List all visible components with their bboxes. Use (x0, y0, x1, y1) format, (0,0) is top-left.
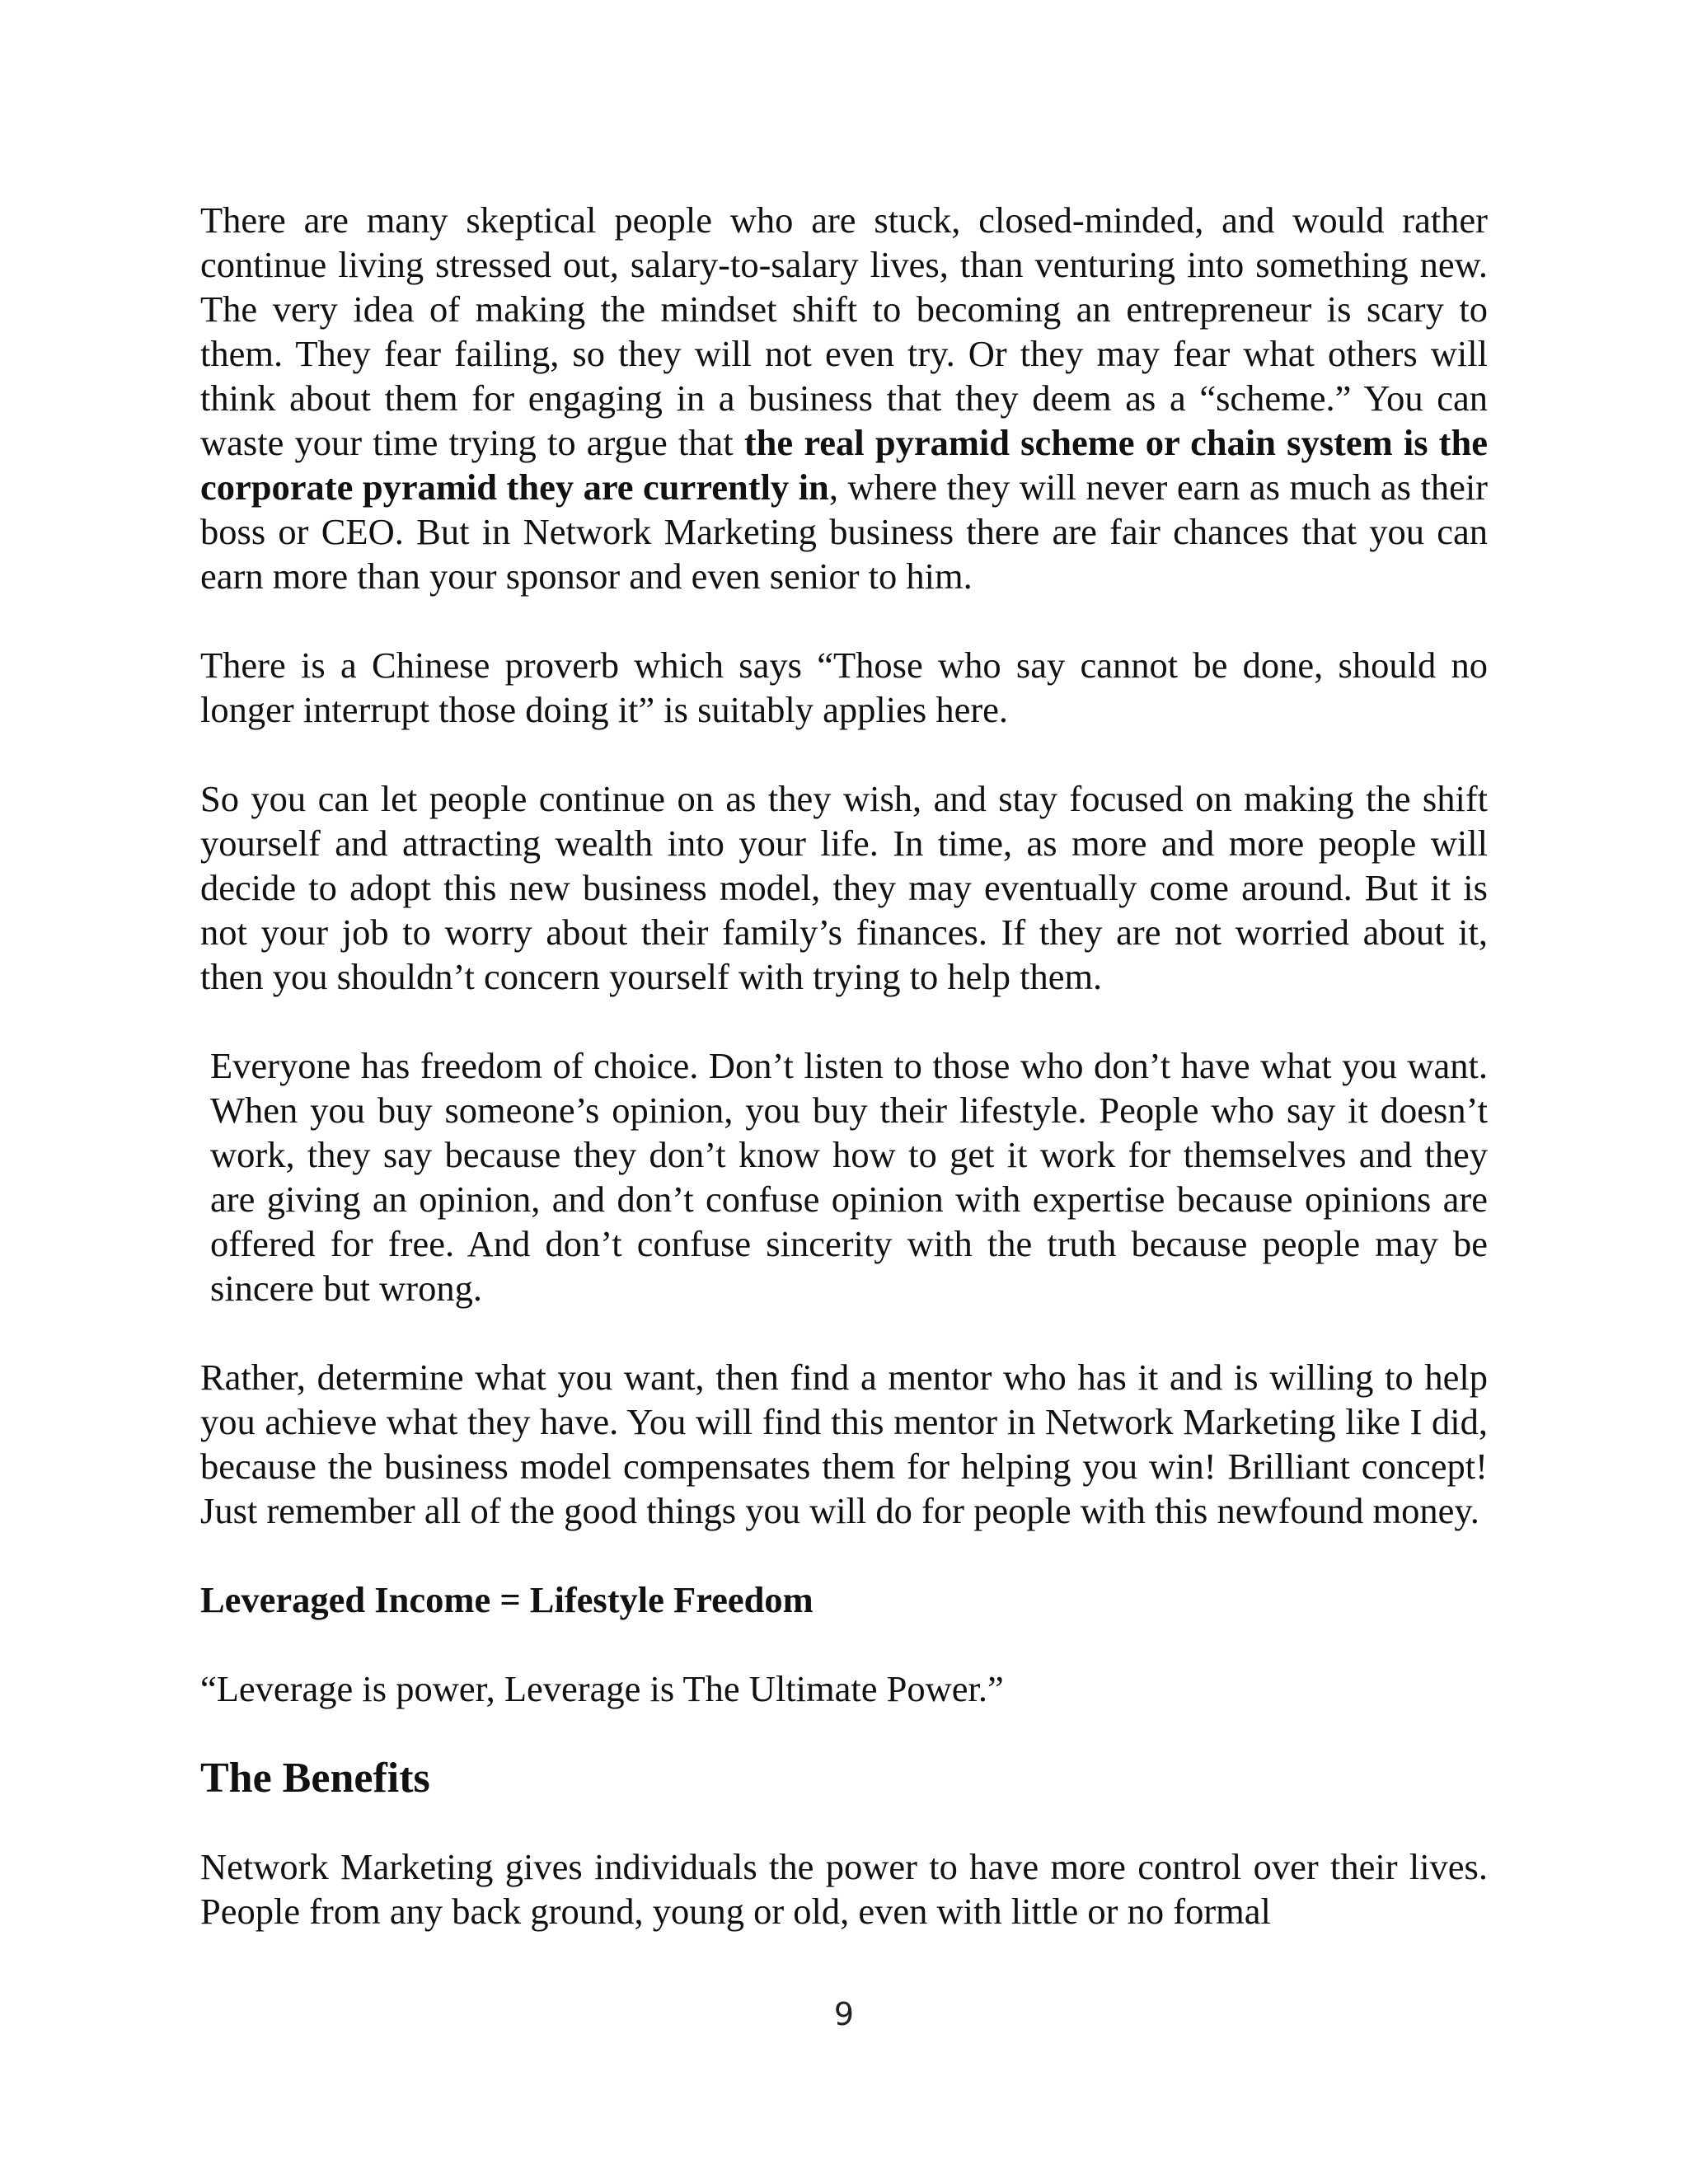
paragraph-network-marketing-power: Network Marketing gives individuals the power to have more control over their lives. People from any back ground, young or old, even with little or no formal (200, 1846, 1488, 1932)
paragraph-text: There are many skeptical people who are stuck, closed-minded, and would rather continue living stressed out, salary-to-salary lives, than venturing into something new. The very idea of making the mindset shift to becoming an entrepreneur is scary to them. They fear failing, so they will not even try. Or they may fear what others will think about them for engaging in a business that they deem as a “scheme.” You can waste your time trying to argue that (200, 199, 1488, 463)
subheading-leveraged-income: Leveraged Income = Lifestyle Freedom (200, 1579, 814, 1620)
paragraph-freedom-of-choice: Everyone has freedom of choice. Don’t listen to those who don’t have what you want. When you buy someone’s opinion, you buy their lifestyle. People who say it doesn’t work, they say because they don’t know how to get it work for themselves and they are giving an opinion, and don’t confuse opinion with expertise because opinions are offered for free. And don’t confuse sincerity with the truth because people may be sincere but wrong. (210, 1045, 1488, 1309)
section-heading-benefits: The Benefits (200, 1755, 430, 1802)
paragraph-let-people-continue: So you can let people continue on as they wish, and stay focused on making the shift yourself and attracting wealth into your life. In time, as more and more people will decide to adopt this new business model, they may eventually come around. But it is not your job to worry about their family’s finances. If they are not worried about it, then you shouldn’t concern yourself with trying to help them. (200, 778, 1488, 997)
paragraph-find-a-mentor: Rather, determine what you want, then find a mentor who has it and is willing to help you achieve what they have. You will find this mentor in Network Marketing like I did, because the business model compensates them for helping you win! Brilliant concept! Just remember all of the good things you will do for people with this newfound money. (200, 1357, 1488, 1531)
paragraph-text: , where they will never earn as much as their boss or CEO. But in Network Marketing business there are fair chances that you can earn more than your sponsor and even senior to him. (200, 466, 1488, 597)
quote-leverage: “Leverage is power, Leverage is The Ultimate Power.” (200, 1668, 1004, 1709)
bold-emphasis: the real pyramid scheme or chain system is the corporate pyramid they are currently in (200, 422, 1488, 508)
page-number: 9 (833, 1996, 855, 2032)
paragraph-skeptical-people (200, 198, 1488, 598)
document-page (200, 198, 1488, 1933)
paragraph-chinese-proverb: There is a Chinese proverb which says “Those who say cannot be done, should no longer interrupt those doing it” is suitably applies here. (200, 644, 1488, 730)
